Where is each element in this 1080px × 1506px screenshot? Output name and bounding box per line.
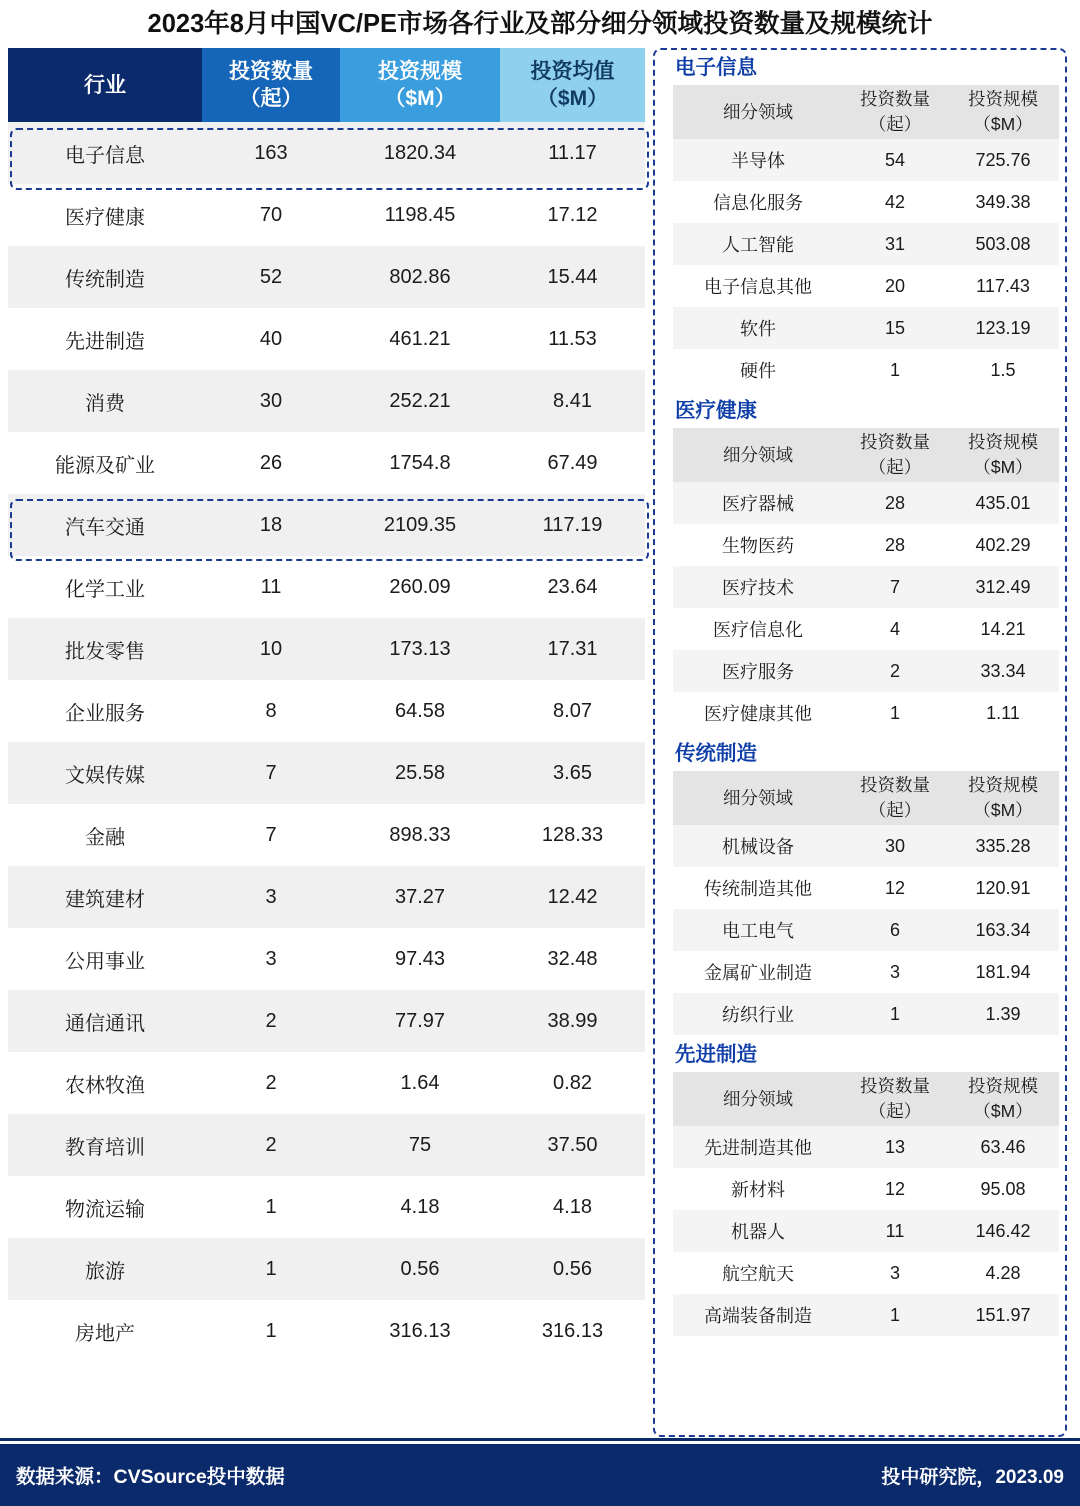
cell-scale: 14.21 — [947, 608, 1059, 650]
header-line1: 投资规模 — [968, 1076, 1038, 1096]
header-line2: （$M） — [536, 87, 609, 110]
main-table-pane — [0, 48, 651, 1362]
cell-scale: 25.58 — [340, 742, 500, 804]
cell-count: 2 — [202, 1052, 340, 1114]
subsector-table-header — [673, 85, 1059, 139]
table-row — [673, 139, 1059, 181]
table-row — [673, 223, 1059, 265]
subsector-table — [673, 428, 1059, 734]
cell-average: 0.56 — [500, 1238, 645, 1300]
cell-scale: 4.28 — [947, 1252, 1059, 1294]
cell-average: 23.64 — [500, 556, 645, 618]
cell-count: 70 — [202, 184, 340, 246]
cell-scale: 33.34 — [947, 650, 1059, 692]
cell-industry: 公用事业 — [8, 928, 202, 990]
cell-count: 163 — [202, 122, 340, 184]
table-row — [8, 1300, 645, 1362]
cell-count: 7 — [843, 566, 947, 608]
cell-industry: 文娱传媒 — [8, 742, 202, 804]
cell-count: 13 — [843, 1126, 947, 1168]
cell-count: 11 — [843, 1210, 947, 1252]
cell-segment: 航空航天 — [673, 1252, 843, 1294]
cell-count: 28 — [843, 524, 947, 566]
header-line2: （$M） — [384, 87, 456, 110]
cell-industry: 医疗健康 — [8, 184, 202, 246]
cell-industry: 化学工业 — [8, 556, 202, 618]
table-row — [8, 494, 645, 556]
table-row — [8, 990, 645, 1052]
table-row — [8, 804, 645, 866]
cell-scale: 146.42 — [947, 1210, 1059, 1252]
table-row — [673, 692, 1059, 734]
cell-industry: 农林牧渔 — [8, 1052, 202, 1114]
column-header-segment — [673, 428, 843, 482]
column-header-segment — [673, 771, 843, 825]
subsector-section-title: 先进制造 — [675, 1043, 757, 1066]
cell-count: 54 — [843, 139, 947, 181]
table-row — [8, 680, 645, 742]
cell-scale: 349.38 — [947, 181, 1059, 223]
cell-count: 1 — [843, 993, 947, 1035]
table-row — [8, 308, 645, 370]
subsector-table-body — [673, 482, 1059, 734]
column-header-count — [843, 85, 947, 139]
cell-scale: 173.13 — [340, 618, 500, 680]
cell-count: 4 — [843, 608, 947, 650]
cell-count: 2 — [202, 1114, 340, 1176]
cell-industry: 物流运输 — [8, 1176, 202, 1238]
cell-count: 2 — [843, 650, 947, 692]
cell-segment: 高端装备制造 — [673, 1294, 843, 1336]
cell-average: 128.33 — [500, 804, 645, 866]
cell-scale: 163.34 — [947, 909, 1059, 951]
header-line2: （起） — [868, 114, 922, 134]
table-row — [673, 349, 1059, 391]
cell-scale: 181.94 — [947, 951, 1059, 993]
table-row — [8, 928, 645, 990]
cell-count: 1 — [843, 349, 947, 391]
cell-segment: 先进制造其他 — [673, 1126, 843, 1168]
column-header-scale — [947, 1072, 1059, 1126]
cell-scale: 95.08 — [947, 1168, 1059, 1210]
cell-count: 30 — [843, 825, 947, 867]
cell-industry: 传统制造 — [8, 246, 202, 308]
table-row — [8, 246, 645, 308]
cell-scale: 1.39 — [947, 993, 1059, 1035]
cell-count: 1 — [843, 692, 947, 734]
cell-segment: 人工智能 — [673, 223, 843, 265]
cell-count: 15 — [843, 307, 947, 349]
cell-segment: 信息化服务 — [673, 181, 843, 223]
table-row — [673, 307, 1059, 349]
cell-segment: 医疗信息化 — [673, 608, 843, 650]
header-line1: 细分领域 — [723, 444, 793, 465]
table-row — [673, 951, 1059, 993]
column-header-scale — [947, 771, 1059, 825]
cell-average: 8.41 — [500, 370, 645, 432]
cell-scale: 1198.45 — [340, 184, 500, 246]
cell-scale: 252.21 — [340, 370, 500, 432]
footer-bar — [0, 1444, 1080, 1506]
column-header-count — [843, 771, 947, 825]
table-row — [673, 1168, 1059, 1210]
table-row — [8, 556, 645, 618]
cell-industry: 企业服务 — [8, 680, 202, 742]
cell-segment: 医疗健康其他 — [673, 692, 843, 734]
table-row — [8, 1114, 645, 1176]
header-line2: （$M） — [973, 800, 1033, 820]
subsector-section — [657, 48, 1077, 391]
table-row — [8, 1176, 645, 1238]
subsector-section-title: 医疗健康 — [675, 399, 757, 422]
cell-segment: 医疗技术 — [673, 566, 843, 608]
cell-scale: 64.58 — [340, 680, 500, 742]
column-header-segment — [673, 85, 843, 139]
cell-segment: 纺织行业 — [673, 993, 843, 1035]
cell-average: 17.31 — [500, 618, 645, 680]
table-row — [673, 1126, 1059, 1168]
column-header-scale — [947, 85, 1059, 139]
subsector-table — [673, 85, 1059, 391]
subsector-table-body — [673, 825, 1059, 1035]
header-line1: 细分领域 — [723, 787, 793, 808]
table-row — [673, 909, 1059, 951]
cell-count: 31 — [843, 223, 947, 265]
subsector-table-header — [673, 1072, 1059, 1126]
cell-scale: 2109.35 — [340, 494, 500, 556]
subsector-table-header — [673, 771, 1059, 825]
table-row — [673, 566, 1059, 608]
cell-count: 7 — [202, 742, 340, 804]
cell-scale: 503.08 — [947, 223, 1059, 265]
table-row — [8, 1052, 645, 1114]
table-header-row — [673, 1072, 1059, 1126]
cell-industry: 消费 — [8, 370, 202, 432]
cell-segment: 软件 — [673, 307, 843, 349]
cell-scale: 75 — [340, 1114, 500, 1176]
column-header-count — [843, 1072, 947, 1126]
cell-industry: 通信通讯 — [8, 990, 202, 1052]
cell-average: 8.07 — [500, 680, 645, 742]
table-row — [8, 184, 645, 246]
cell-scale: 0.56 — [340, 1238, 500, 1300]
cell-segment: 生物医药 — [673, 524, 843, 566]
header-line1: 投资数量 — [860, 89, 930, 109]
cell-count: 7 — [202, 804, 340, 866]
table-header-row — [8, 48, 645, 122]
cell-average: 0.82 — [500, 1052, 645, 1114]
table-row — [673, 482, 1059, 524]
cell-count: 8 — [202, 680, 340, 742]
cell-scale: 97.43 — [340, 928, 500, 990]
table-row — [673, 993, 1059, 1035]
cell-count: 3 — [202, 928, 340, 990]
table-header-row — [673, 428, 1059, 482]
industry-table — [8, 48, 645, 1362]
cell-count: 1 — [202, 1176, 340, 1238]
table-header-row — [673, 85, 1059, 139]
cell-average: 11.17 — [500, 122, 645, 184]
column-header-scale — [947, 428, 1059, 482]
cell-count: 20 — [843, 265, 947, 307]
cell-count: 1 — [202, 1300, 340, 1362]
subsector-section-title: 电子信息 — [675, 56, 757, 79]
cell-scale: 725.76 — [947, 139, 1059, 181]
cell-count: 28 — [843, 482, 947, 524]
cell-average: 3.65 — [500, 742, 645, 804]
cell-scale: 402.29 — [947, 524, 1059, 566]
subsector-table-body — [673, 1126, 1059, 1336]
cell-industry: 电子信息 — [8, 122, 202, 184]
table-row — [8, 432, 645, 494]
table-row — [673, 867, 1059, 909]
subsector-table-header — [673, 428, 1059, 482]
footer-divider — [0, 1438, 1080, 1441]
cell-count: 10 — [202, 618, 340, 680]
header-line2: （$M） — [973, 457, 1033, 477]
table-row — [8, 1238, 645, 1300]
cell-scale: 802.86 — [340, 246, 500, 308]
subsector-sections — [657, 48, 1071, 1336]
cell-average: 37.50 — [500, 1114, 645, 1176]
industry-table-body — [8, 122, 645, 1362]
cell-average: 38.99 — [500, 990, 645, 1052]
cell-scale: 120.91 — [947, 867, 1059, 909]
cell-count: 40 — [202, 308, 340, 370]
subsector-table — [673, 771, 1059, 1035]
cell-average: 67.49 — [500, 432, 645, 494]
cell-scale: 63.46 — [947, 1126, 1059, 1168]
table-row — [673, 1252, 1059, 1294]
subsector-pane — [651, 48, 1071, 1336]
cell-count: 1 — [202, 1238, 340, 1300]
cell-scale: 898.33 — [340, 804, 500, 866]
cell-industry: 教育培训 — [8, 1114, 202, 1176]
column-header-count — [843, 428, 947, 482]
header-line1: 投资均值 — [530, 60, 615, 83]
cell-average: 15.44 — [500, 246, 645, 308]
cell-scale: 1.11 — [947, 692, 1059, 734]
cell-count: 6 — [843, 909, 947, 951]
header-line1: 投资数量 — [229, 60, 313, 83]
industry-table-header — [8, 48, 645, 122]
cell-count: 3 — [843, 1252, 947, 1294]
table-row — [673, 650, 1059, 692]
header-line1: 细分领域 — [723, 1088, 793, 1109]
table-row — [673, 524, 1059, 566]
cell-average: 4.18 — [500, 1176, 645, 1238]
data-source-label: 数据来源：CVSource投中数据 — [16, 1466, 285, 1488]
cell-scale: 77.97 — [340, 990, 500, 1052]
table-row — [8, 742, 645, 804]
cell-scale: 435.01 — [947, 482, 1059, 524]
cell-segment: 硬件 — [673, 349, 843, 391]
cell-scale: 117.43 — [947, 265, 1059, 307]
cell-scale: 1820.34 — [340, 122, 500, 184]
header-line1: 投资数量 — [860, 775, 930, 795]
cell-scale: 1.64 — [340, 1052, 500, 1114]
cell-count: 30 — [202, 370, 340, 432]
cell-segment: 半导体 — [673, 139, 843, 181]
cell-scale: 260.09 — [340, 556, 500, 618]
cell-average: 316.13 — [500, 1300, 645, 1362]
header-line1: 投资规模 — [968, 775, 1038, 795]
publisher-label: 投中研究院，2023.09 — [881, 1466, 1064, 1488]
table-row — [8, 370, 645, 432]
table-row — [673, 181, 1059, 223]
table-row — [673, 1294, 1059, 1336]
header-line1: 行业 — [84, 73, 126, 97]
cell-segment: 医疗服务 — [673, 650, 843, 692]
subsector-section — [657, 1035, 1077, 1336]
cell-count: 18 — [202, 494, 340, 556]
cell-segment: 传统制造其他 — [673, 867, 843, 909]
header-line2: （$M） — [973, 1101, 1033, 1121]
cell-industry: 批发零售 — [8, 618, 202, 680]
cell-segment: 电子信息其他 — [673, 265, 843, 307]
cell-average: 12.42 — [500, 866, 645, 928]
column-header-count — [202, 48, 340, 122]
column-header-average — [500, 48, 645, 122]
cell-count: 12 — [843, 1168, 947, 1210]
cell-scale: 1754.8 — [340, 432, 500, 494]
cell-count: 3 — [843, 951, 947, 993]
subsector-table — [673, 1072, 1059, 1336]
cell-segment: 新材料 — [673, 1168, 843, 1210]
header-line1: 细分领域 — [723, 101, 793, 122]
cell-count: 26 — [202, 432, 340, 494]
cell-industry: 房地产 — [8, 1300, 202, 1362]
header-line1: 投资数量 — [860, 1076, 930, 1096]
cell-scale: 335.28 — [947, 825, 1059, 867]
table-row — [8, 122, 645, 184]
header-line2: （起） — [239, 87, 303, 110]
header-line1: 投资规模 — [968, 432, 1038, 452]
page-title: 2023年8月中国VC/PE市场各行业及部分细分领域投资数量及规模统计 — [147, 10, 933, 38]
cell-industry: 金融 — [8, 804, 202, 866]
header-line1: 投资数量 — [860, 432, 930, 452]
cell-count: 11 — [202, 556, 340, 618]
header-line2: （$M） — [973, 114, 1033, 134]
header-line1: 投资规模 — [378, 60, 462, 83]
column-header-segment — [673, 1072, 843, 1126]
cell-segment: 机器人 — [673, 1210, 843, 1252]
cell-scale: 37.27 — [340, 866, 500, 928]
cell-scale: 123.19 — [947, 307, 1059, 349]
cell-segment: 机械设备 — [673, 825, 843, 867]
table-row — [8, 866, 645, 928]
cell-average: 11.53 — [500, 308, 645, 370]
cell-industry: 旅游 — [8, 1238, 202, 1300]
cell-scale: 461.21 — [340, 308, 500, 370]
subsector-table-body — [673, 139, 1059, 391]
cell-count: 52 — [202, 246, 340, 308]
cell-scale: 4.18 — [340, 1176, 500, 1238]
content-area — [0, 48, 1080, 1440]
subsector-section-title: 传统制造 — [675, 742, 757, 765]
subsector-section — [657, 391, 1077, 734]
cell-segment: 电工电气 — [673, 909, 843, 951]
header-line1: 投资规模 — [968, 89, 1038, 109]
table-row — [8, 618, 645, 680]
header-line2: （起） — [868, 800, 922, 820]
cell-count: 42 — [843, 181, 947, 223]
table-header-row — [673, 771, 1059, 825]
cell-count: 1 — [843, 1294, 947, 1336]
table-row — [673, 608, 1059, 650]
cell-count: 2 — [202, 990, 340, 1052]
cell-scale: 151.97 — [947, 1294, 1059, 1336]
table-row — [673, 265, 1059, 307]
cell-count: 12 — [843, 867, 947, 909]
table-row — [673, 825, 1059, 867]
column-header-industry — [8, 48, 202, 122]
cell-industry: 能源及矿业 — [8, 432, 202, 494]
subsector-section — [657, 734, 1077, 1035]
cell-count: 3 — [202, 866, 340, 928]
cell-segment: 医疗器械 — [673, 482, 843, 524]
cell-segment: 金属矿业制造 — [673, 951, 843, 993]
cell-scale: 316.13 — [340, 1300, 500, 1362]
header-line2: （起） — [868, 457, 922, 477]
cell-industry: 先进制造 — [8, 308, 202, 370]
table-row — [673, 1210, 1059, 1252]
cell-scale: 312.49 — [947, 566, 1059, 608]
cell-scale: 1.5 — [947, 349, 1059, 391]
cell-industry: 汽车交通 — [8, 494, 202, 556]
cell-average: 17.12 — [500, 184, 645, 246]
cell-industry: 建筑建材 — [8, 866, 202, 928]
header-line2: （起） — [868, 1101, 922, 1121]
column-header-scale — [340, 48, 500, 122]
cell-average: 32.48 — [500, 928, 645, 990]
cell-average: 117.19 — [500, 494, 645, 556]
